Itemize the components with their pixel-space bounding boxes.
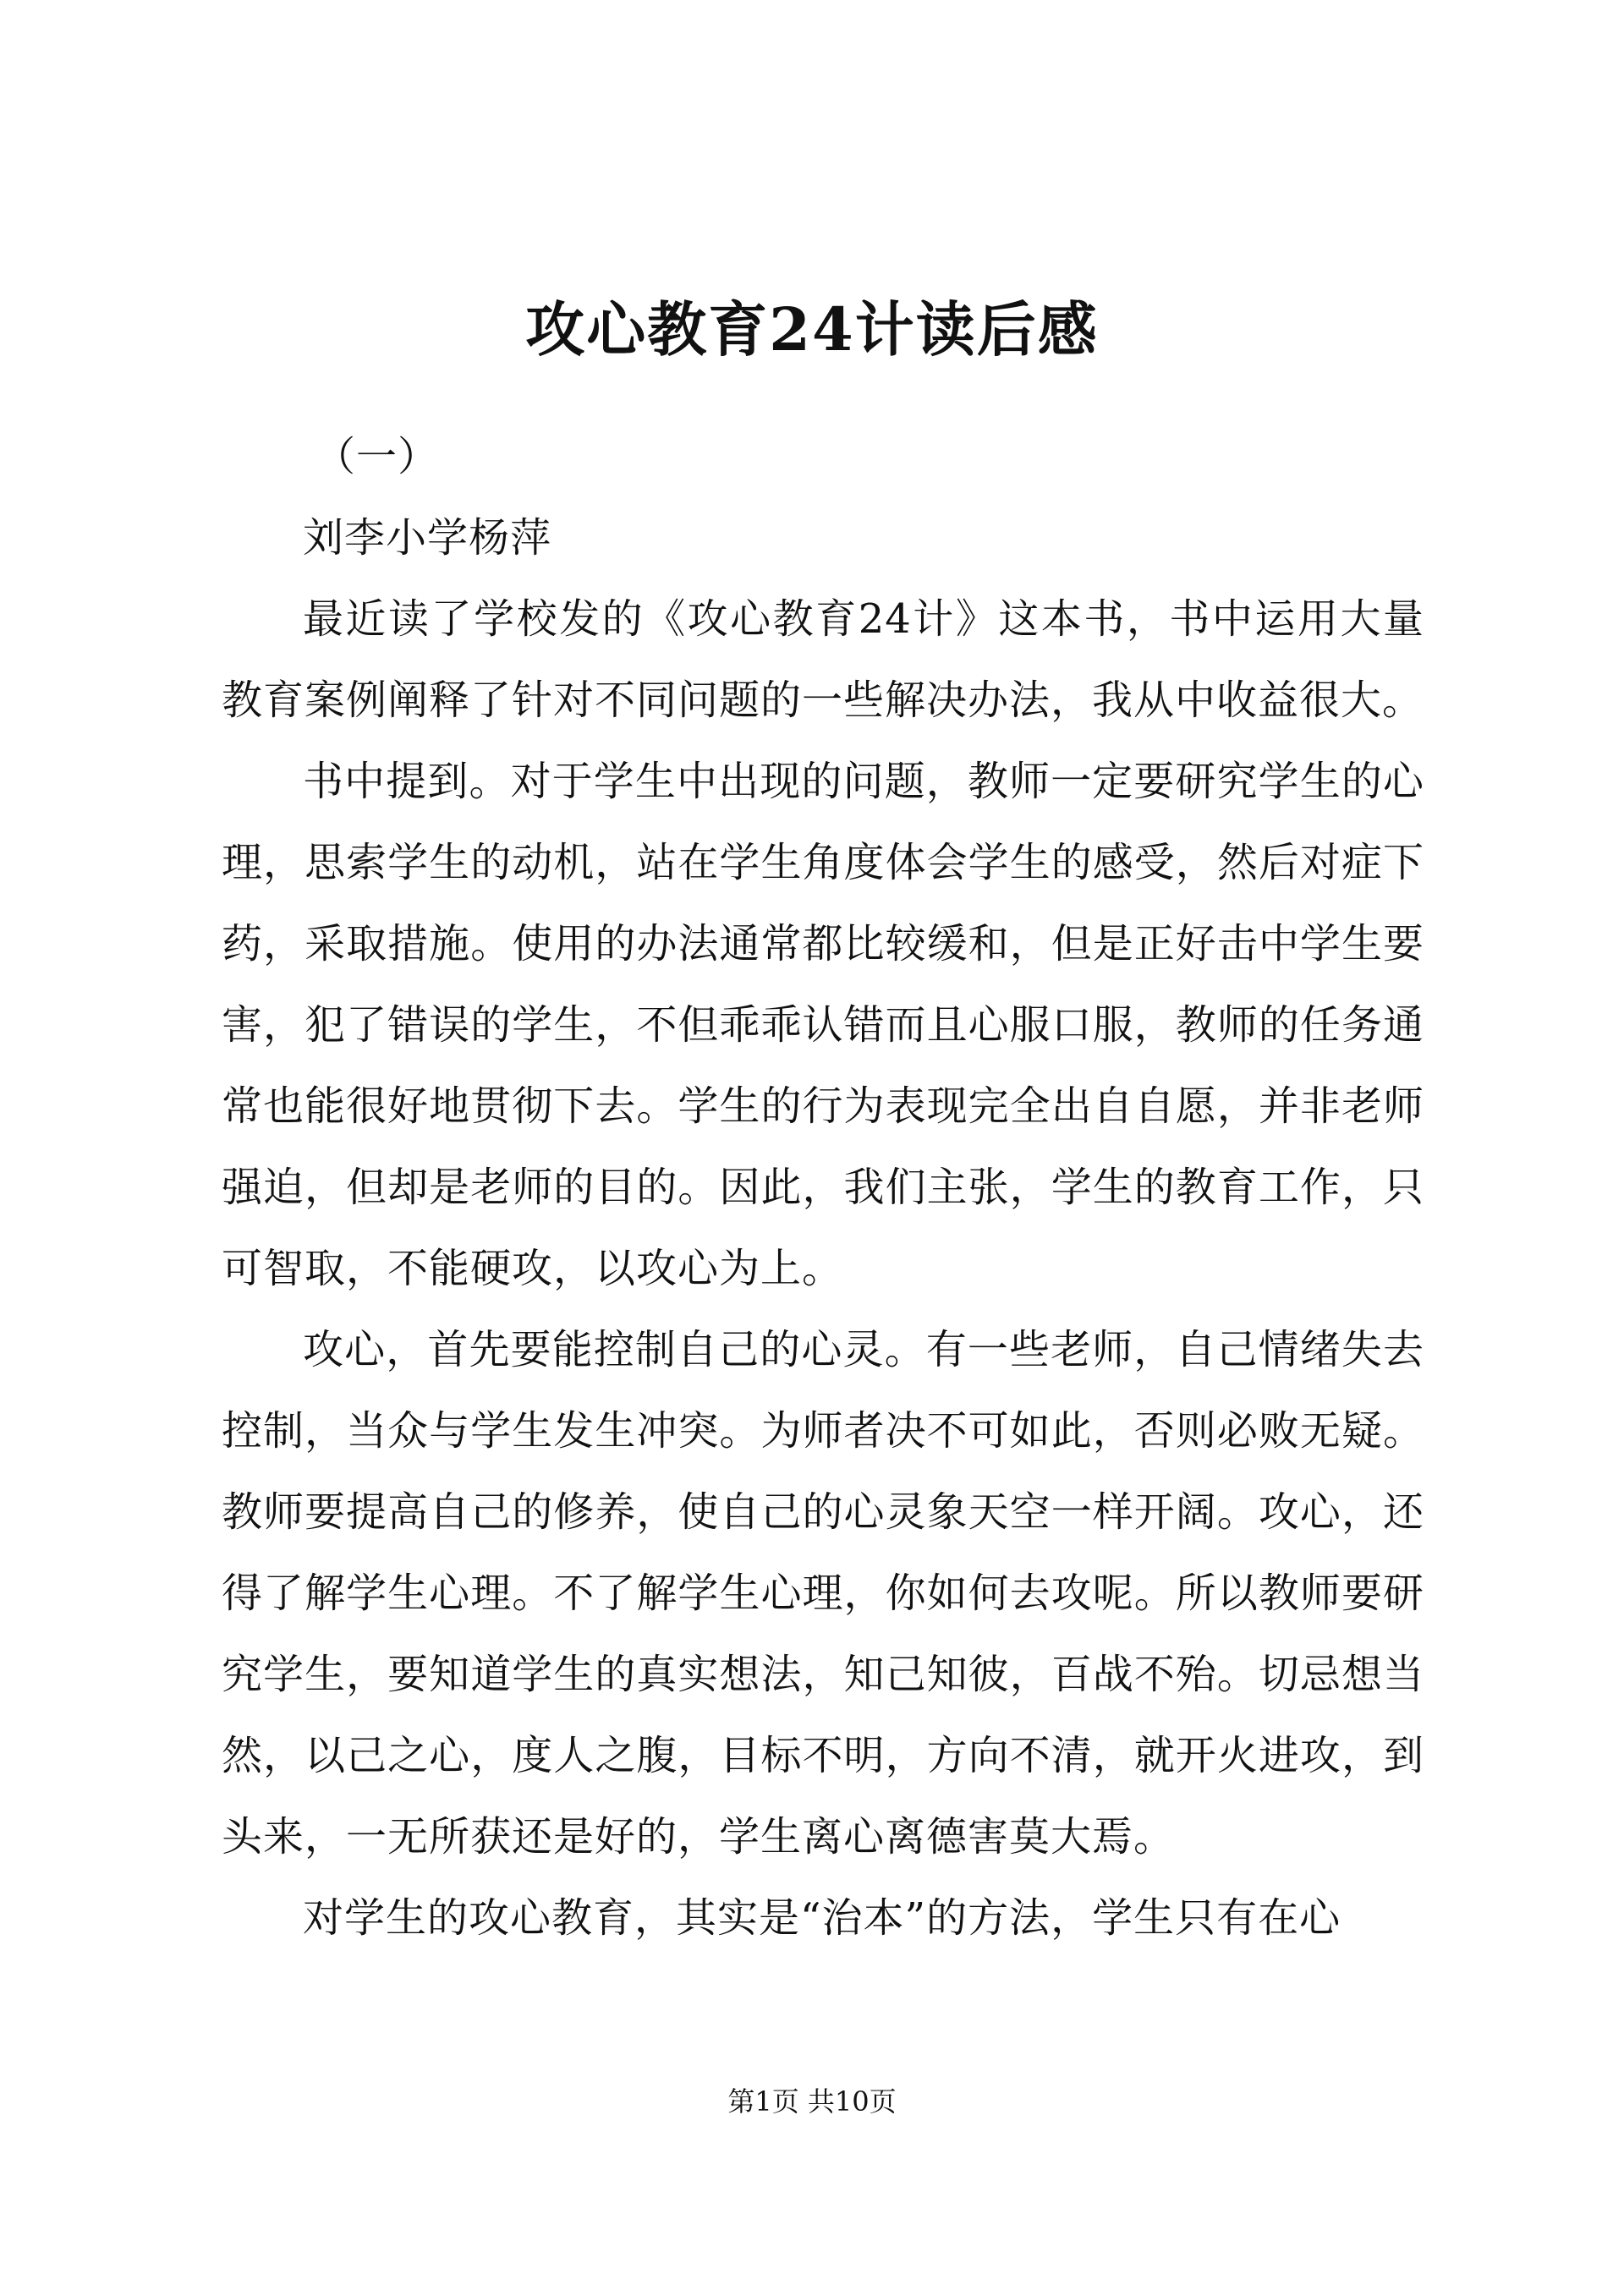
page-footer: 第1页 共10页 <box>727 2085 897 2118</box>
document-title: 攻心教育24计读后感 <box>525 294 1099 364</box>
paragraph: 书中提到。对于学生中出现的问题，教师一定要研究学生的心理，思索学生的动机，站在学生角度体会学生的感受，然后对症下药，采取措施。使用的办法通常都比较缓和，但是正好击中学生要害，犯了错误的学生，不但乖乖认错而且心服口服，教师的任务通常也能很好地贯彻下去。学生的行为表现完全出自自愿，并非老师强迫，但却是老师的目的。因此，我们主张，学生的教育工作，只可智取，不能硬攻，以攻心为上。 <box>222 758 1424 1292</box>
paragraph: 攻心，首先要能控制自己的心灵。有一些老师，自己情绪失去控制，当众与学生发生冲突。为师者决不可如此，否则必败无疑。教师要提高自己的修养，使自己的心灵象天空一样开阔。攻心，还得了解学生心理。不了解学生心理，你如何去攻呢。所以教师要研究学生，要知道学生的真实想法，知己知彼，百战不殆。切忌想当然，以己之心，度人之腹，目标不明，方向不清，就开火进攻，到头来，一无所获还是好的，学生离心离德害莫大焉。 <box>222 1326 1424 1860</box>
document-body <box>222 416 1424 1959</box>
author-line: 刘李小学杨萍 <box>303 514 552 562</box>
section-marker: （一） <box>315 433 440 480</box>
paragraph: 最近读了学校发的《攻心教育24计》这本书，书中运用大量教育案例阐释了针对不同问题的一些解决办法，我从中收益很大。 <box>222 595 1424 724</box>
paragraph: 对学生的攻心教育，其实是“治本”的方法，学生只有在心 <box>303 1894 1341 1942</box>
